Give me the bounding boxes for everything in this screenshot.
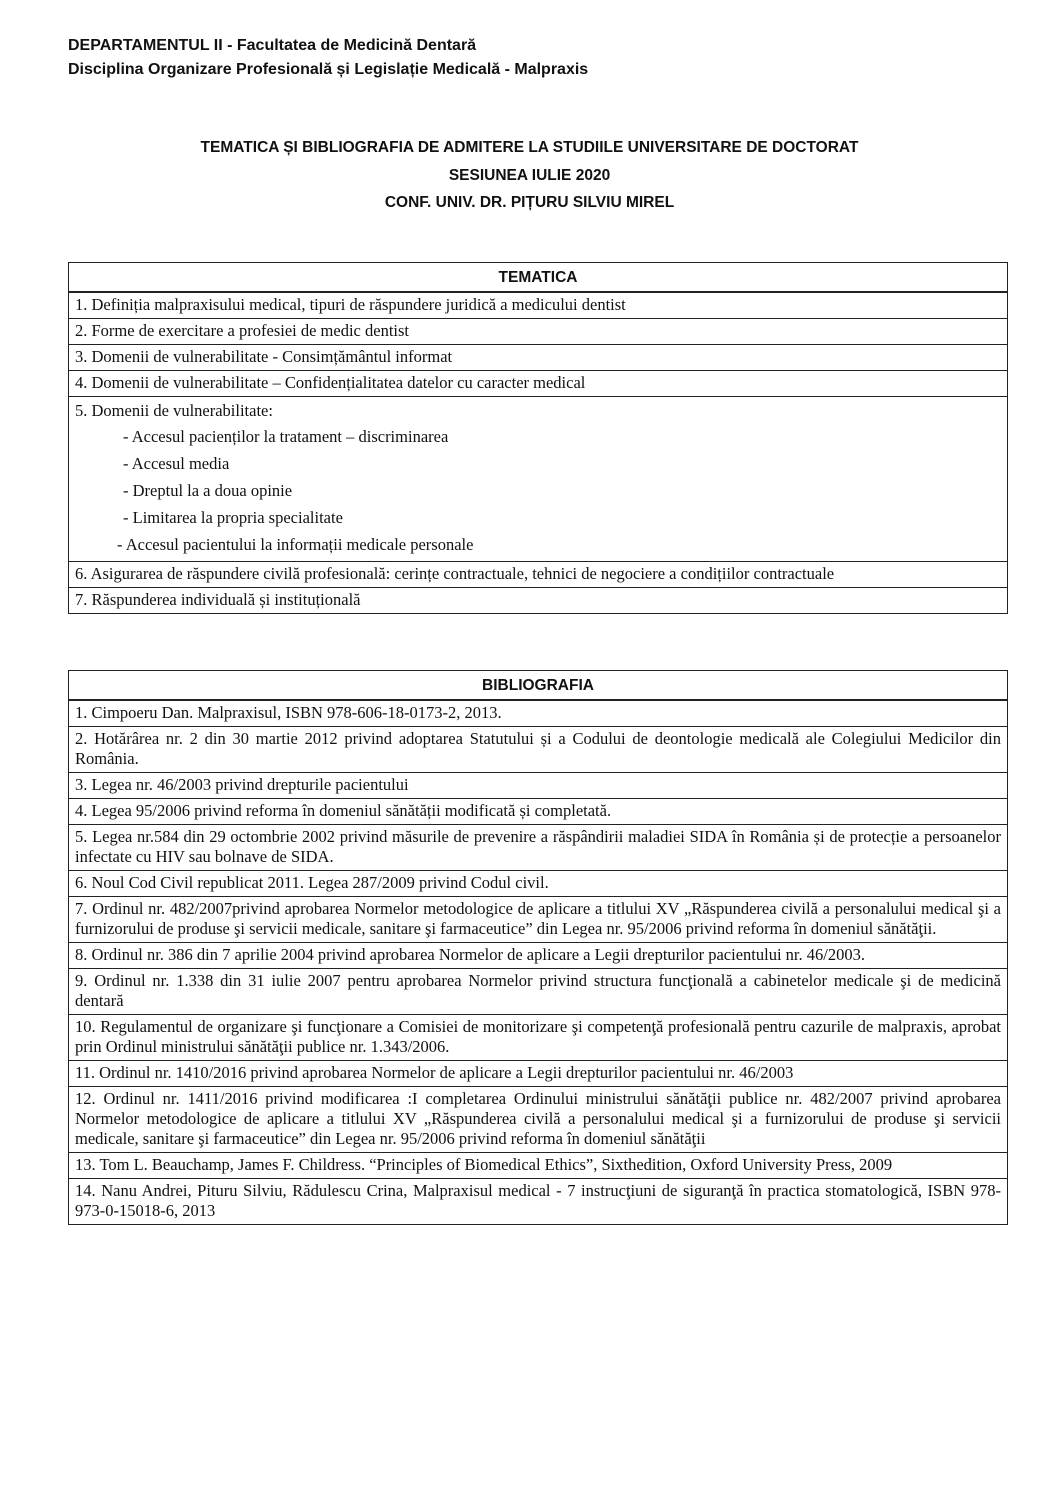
bibliografia-item: 10. Regulamentul de organizare şi funcţionare a Comisiei de monitorizare şi competenţă profesională pentru cazurile de malpraxis, aprobat prin Ordinul ministrului sănătăţii publice nr. 1.343/2006. [69, 1015, 1008, 1061]
bibliografia-item: 8. Ordinul nr. 386 din 7 aprilie 2004 privind aprobarea Normelor de aplicare a Legii drepturilor pacientului nr. 46/2003. [69, 943, 1008, 969]
document-title [0, 134, 1059, 217]
tematica-item: 5. Domenii de vulnerabilitate: [75, 401, 273, 420]
document-header [68, 34, 588, 82]
title-line-1: TEMATICA ȘI BIBLIOGRAFIA DE ADMITERE LA STUDIILE UNIVERSITARE DE DOCTORAT [200, 139, 859, 156]
tematica-item: 4. Domenii de vulnerabilitate – Confidențialitatea datelor cu caracter medical [69, 371, 1008, 397]
tematica-item: 6. Asigurarea de răspundere civilă profesională: cerințe contractuale, tehnici de negociere a condițiilor contractuale [69, 562, 1008, 588]
bibliografia-item: 4. Legea 95/2006 privind reforma în domeniul sănătății modificată și completată. [69, 799, 1008, 825]
bibliografia-table [68, 670, 1008, 1225]
bibliografia-item: 13. Tom L. Beauchamp, James F. Childress. “Principles of Biomedical Ethics”, Sixthedition, Oxford University Press, 2009 [69, 1153, 1008, 1179]
bibliografia-item: 5. Legea nr.584 din 29 octombrie 2002 privind măsurile de prevenire a răspândirii maladiei SIDA în România și de protecție a persoanelor infectate cu HIV sau bolnave de SIDA. [69, 825, 1008, 871]
tematica-item: 7. Răspunderea individuală și instituțională [69, 588, 1008, 614]
title-line-2: SESIUNEA IULIE 2020 [448, 166, 611, 184]
bibliografia-item: 2. Hotărârea nr. 2 din 30 martie 2012 privind adoptarea Statutului și a Codului de deontologie medicală ale Colegiului Medicilor din România. [69, 727, 1008, 773]
tematica-subitem: - Dreptul la a doua opinie [123, 481, 293, 500]
bibliografia-item: 6. Noul Cod Civil republicat 2011. Legea 287/2009 privind Codul civil. [69, 871, 1008, 897]
discipline-line: Disciplina Organizare Profesională și Legislație Medicală - Malpraxis [68, 61, 589, 78]
bibliografia-item: 14. Nanu Andrei, Pituru Silviu, Rădulescu Crina, Malpraxisul medical - 7 instrucţiuni de siguranţă în practica stomatologică, ISBN 978-973-0-15018-6, 2013 [69, 1179, 1008, 1225]
tematica-table [68, 262, 1008, 614]
bibliografia-item: 12. Ordinul nr. 1411/2016 privind modificarea :I completarea Ordinului ministrului sănătăţii publice nr. 482/2007 privind aprobarea Normelor metodologice de aplicare a titlului XV „Răspunderea civilă a personalului medical şi a furnizorului de produse şi servicii medicale, sanitare şi farmaceutice” din Legea nr. 95/2006 privind reforma în domeniul sănătăţii [69, 1087, 1008, 1153]
tematica-item: 1. Definiția malpraxisului medical, tipuri de răspundere juridică a medicului dentist [69, 292, 1008, 319]
tematica-subitem: - Accesul pacienților la tratament – discriminarea [123, 427, 449, 446]
tematica-subitem: - Limitarea la propria specialitate [123, 508, 343, 527]
tematica-subitem: - Accesul pacientului la informații medicale personale [117, 535, 474, 554]
tematica-subitem: - Accesul media [123, 454, 230, 473]
bibliografia-item: 11. Ordinul nr. 1410/2016 privind aprobarea Normelor de aplicare a Legii drepturilor pacientului nr. 46/2003 [69, 1061, 1008, 1087]
bibliografia-item: 1. Cimpoeru Dan. Malpraxisul, ISBN 978-606-18-0173-2, 2013. [69, 700, 1008, 727]
bibliografia-item: 9. Ordinul nr. 1.338 din 31 iulie 2007 pentru aprobarea Normelor privind structura funcţională a cabinetelor medicale şi de medicină dentară [69, 969, 1008, 1015]
tematica-item: 3. Domenii de vulnerabilitate - Consimțământul informat [69, 345, 1008, 371]
bibliografia-item: 7. Ordinul nr. 482/2007privind aprobarea Normelor metodologice de aplicare a titlului XV „Răspunderea civilă a personalului medical şi a furnizorului de produse şi servicii medicale, sanitare şi farmaceutice” din Legea nr. 95/2006 privind reforma în domeniul sănătăţii. [69, 897, 1008, 943]
bibliografia-heading: BIBLIOGRAFIA [69, 671, 1008, 701]
tematica-item-group [69, 397, 1008, 562]
tematica-item: 2. Forme de exercitare a profesiei de medic dentist [69, 319, 1008, 345]
department-line: DEPARTAMENTUL II - Facultatea de Medicină Dentară [68, 37, 477, 54]
tematica-heading: TEMATICA [69, 263, 1008, 293]
title-line-3: CONF. UNIV. DR. PIȚURU SILVIU MIREL [384, 194, 675, 211]
bibliografia-item: 3. Legea nr. 46/2003 privind drepturile pacientului [69, 773, 1008, 799]
